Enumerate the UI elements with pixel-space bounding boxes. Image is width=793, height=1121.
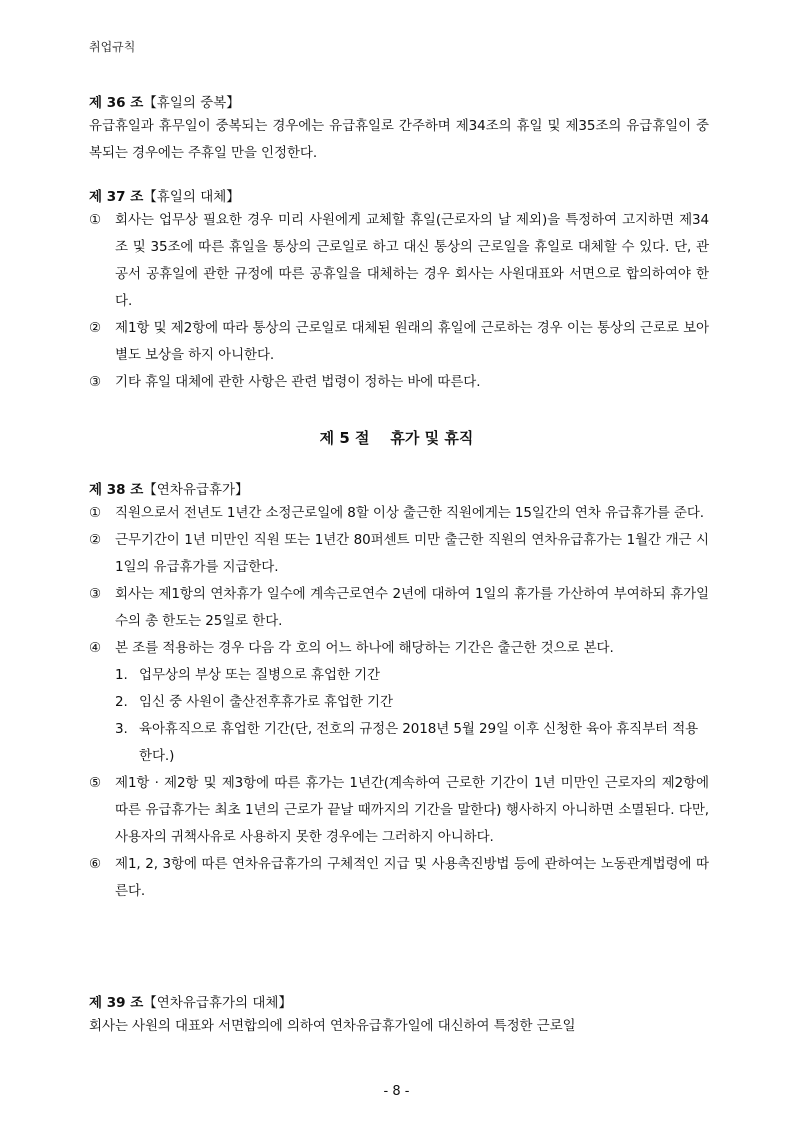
clause-text: 제1항 및 제2항에 따라 통상의 근로일로 대체된 원래의 휴일에 근로하는 경우 이는 통상의 근로로 보아 별도 보상을 하지 아니한다. — [115, 320, 709, 363]
clause-mark: ② — [89, 320, 102, 336]
clause — [89, 315, 709, 369]
article-36 — [89, 93, 709, 167]
clause — [89, 207, 709, 315]
clause-text: 기타 휴일 대체에 관한 사항은 관련 법령이 정하는 바에 따른다. — [115, 374, 481, 390]
article-body: 회사는 사원의 대표와 서면합의에 의하여 연차유급휴가일에 대신하여 특정한 근로일 — [89, 1018, 576, 1034]
clause — [89, 527, 709, 581]
article-38 — [89, 480, 709, 905]
sub-item-mark: 3. — [115, 721, 128, 737]
clause — [89, 635, 709, 662]
clause-text: 근무기간이 1년 미만인 직원 또는 1년간 80퍼센트 미만 출근한 직원의 연차유급휴가는 1월간 개근 시 1일의 유급휴가를 지급한다. — [115, 532, 709, 575]
article-title: 【연차유급휴가】 — [143, 482, 249, 498]
clause — [89, 500, 709, 527]
article-heading — [89, 480, 709, 500]
clause-mark: ① — [89, 505, 102, 521]
sub-item-text: 업무상의 부상 또는 질병으로 휴업한 기간 — [139, 667, 380, 683]
sub-item — [89, 662, 709, 689]
clause — [89, 581, 709, 635]
sub-item-text: 임신 중 사원이 출산전후휴가로 휴업한 기간 — [139, 694, 393, 710]
article-39 — [89, 993, 709, 1040]
article-body: 유급휴일과 휴무일이 중복되는 경우에는 유급휴일로 간주하며 제34조의 휴일 및 제35조의 유급휴일이 중복되는 경우에는 주휴일 만을 인정한다. — [89, 118, 709, 161]
article-number: 제 39 조 — [89, 995, 144, 1011]
clause-mark: ④ — [89, 640, 102, 656]
article-37 — [89, 187, 709, 396]
sub-item — [89, 689, 709, 716]
sub-item-mark: 1. — [115, 667, 128, 683]
article-heading — [89, 993, 709, 1013]
article-heading — [89, 93, 709, 113]
clause-text: 직원으로서 전년도 1년간 소정근로일에 8할 이상 출근한 직원에게는 15일간의 연차 유급휴가를 준다. — [115, 505, 704, 521]
page-number: - 8 - — [383, 1084, 410, 1099]
sub-item-text: 육아휴직으로 휴업한 기간(단, 전호의 규정은 2018년 5월 29일 이후 신청한 육아 휴직부터 적용한다.) — [139, 721, 699, 764]
clause — [89, 851, 709, 905]
clause-mark: ⑥ — [89, 856, 102, 872]
clause-text: 회사는 제1항의 연차휴가 일수에 계속근로연수 2년에 대하여 1일의 휴가를 가산하여 부여하되 휴가일수의 총 한도는 25일로 한다. — [115, 586, 709, 629]
article-title: 【연차유급휴가의 대체】 — [143, 995, 292, 1011]
sub-item-mark: 2. — [115, 694, 128, 710]
clause-mark: ⑤ — [89, 775, 102, 791]
article-number: 제 38 조 — [89, 482, 144, 498]
clause-mark: ① — [89, 212, 102, 228]
clause-text: 제1, 2, 3항에 따른 연차유급휴가의 구체적인 지급 및 사용촉진방법 등에 관하여는 노동관계법령에 따른다. — [115, 856, 709, 899]
document-header: 취업규칙 — [89, 40, 136, 54]
clause-mark: ③ — [89, 586, 102, 602]
article-title: 【휴일의 중복】 — [143, 95, 240, 111]
article-heading — [89, 187, 709, 207]
clause-text: 제1항 · 제2항 및 제3항에 따른 휴가는 1년간(계속하여 근로한 기간이 1년 미만인 근로자의 제2항에 따른 유급휴가는 최초 1년의 근로가 끝날 때까지의 기간을 말한다) 행사하지 아니하면 소멸된다. 다만, 사용자의 귀책사유로 사용하지 못한 경우에는 그러하지 아니하다. — [115, 775, 709, 845]
article-number: 제 37 조 — [89, 189, 144, 205]
clause-mark: ③ — [89, 374, 102, 390]
sub-item — [89, 716, 709, 770]
clause-text: 회사는 업무상 필요한 경우 미리 사원에게 교체할 휴일(근로자의 날 제외)을 특정하여 고지하면 제34조 및 35조에 따른 휴일을 통상의 근로일로 하고 대신 통상의 근로일을 휴일로 대체할 수 있다. 단, 관공서 공휴일에 관한 규정에 따른 공휴일을 대체하는 경우 회사는 사원대표와 서면으로 합의하여야 한다. — [115, 212, 709, 309]
article-title: 【휴일의 대체】 — [143, 189, 240, 205]
section-heading: 제 5 절 휴가 및 휴직 — [319, 429, 474, 447]
clause — [89, 770, 709, 851]
clause — [89, 369, 709, 396]
clause-text: 본 조를 적용하는 경우 다음 각 호의 어느 하나에 해당하는 기간은 출근한 것으로 본다. — [115, 640, 614, 656]
article-number: 제 36 조 — [89, 95, 144, 111]
clause-mark: ② — [89, 532, 102, 548]
